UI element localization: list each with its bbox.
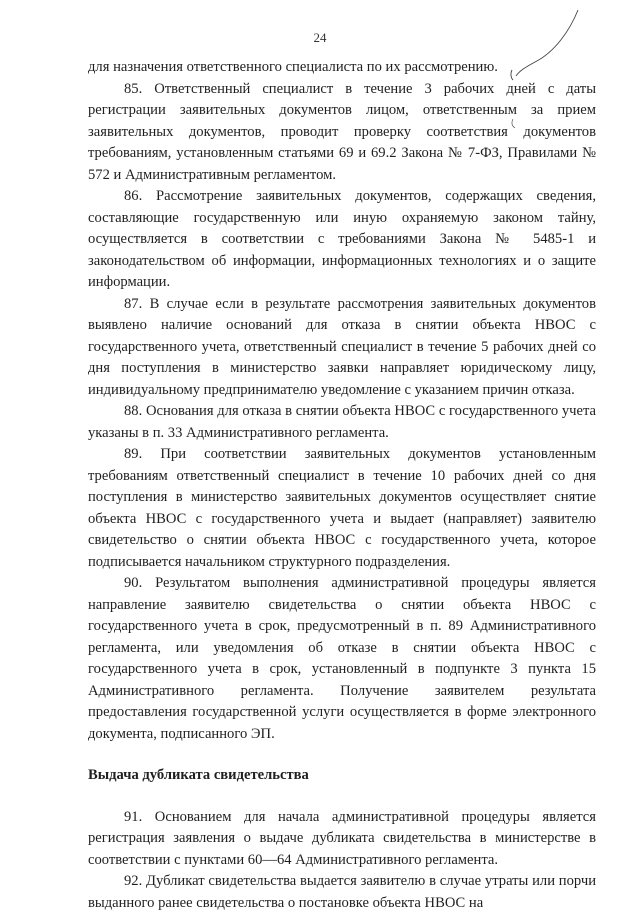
paragraph-87: 87. В случае если в результате рассмотрения заявительных документов выявлено наличие оснований для отказа в снятии объекта НВОС с государственного учета, ответственный специалист в течение 5 рабочих дней со дня поступления в министерство заявки направляет юридическому лицу, индивидуальному предпринимателю уведомление с указанием причин отказа.: [88, 295, 596, 398]
body-text: [88, 57, 596, 914]
paragraph-92: 92. Дубликат свидетельства выдается заявителю в случае утраты или порчи выданного ранее свидетельства о постановке объекта НВОС на: [88, 873, 596, 911]
paragraph-86: 86. Рассмотрение заявительных документов, содержащих сведения, составляющие государственную или иную охраняемую законом тайну, осуществляется в соответствии с требованиями Закона № 5485-1 и законодательством об информации, информационных технологиях и о защите информации.: [88, 188, 596, 290]
paragraph-continuation: для назначения ответственного специалиста по их рассмотрению.: [88, 59, 498, 75]
section-heading: Выдача дубликата свидетельства: [88, 767, 309, 783]
page-number: 24: [313, 30, 327, 45]
paragraph-88: 88. Основания для отказа в снятии объекта НВОС с государственного учета указаны в п. 33 Административного регламента.: [88, 403, 596, 441]
paragraph-85: 85. Ответственный специалист в течение 3 рабочих дней с даты регистрации заявительных документов лицом, ответственным за прием заявительных документов, проводит проверку соответствия документов требованиям, установленным статьями 69 и 69.2 Закона № 7-ФЗ, Правилами № 572 и Административным регламентом.: [88, 80, 596, 183]
paragraph-90: 90. Результатом выполнения административной процедуры является направление заявителю свидетельства о снятии объекта НВОС с государственного учета в срок, предусмотренный в п. 89 Административного регламента, или уведомления об отказе в снятии объекта НВОС с государственного учета в срок, установленный в подпункте 3 пункта 15 Административного регламента. Получение заявителем результата предоставления государственной услуги осуществляется в форме электронного документа, подписанного ЭП.: [88, 575, 596, 742]
paragraph-91: 91. Основанием для начала административной процедуры является регистрация заявления о выдаче дубликата свидетельства в министерстве в соответствии с пунктами 60—64 Административного регламента.: [88, 808, 596, 868]
paragraph-89: 89. При соответствии заявительных документов установленным требованиям ответственный специалист в течение 10 рабочих дней со дня поступления в министерство заявительных документов осуществляет снятие объекта НВОС с государственного учета и выдает (направляет) заявителю свидетельство о снятии объекта НВОС с государственного учета, которое подписывается начальником структурного подразделения.: [88, 446, 596, 570]
